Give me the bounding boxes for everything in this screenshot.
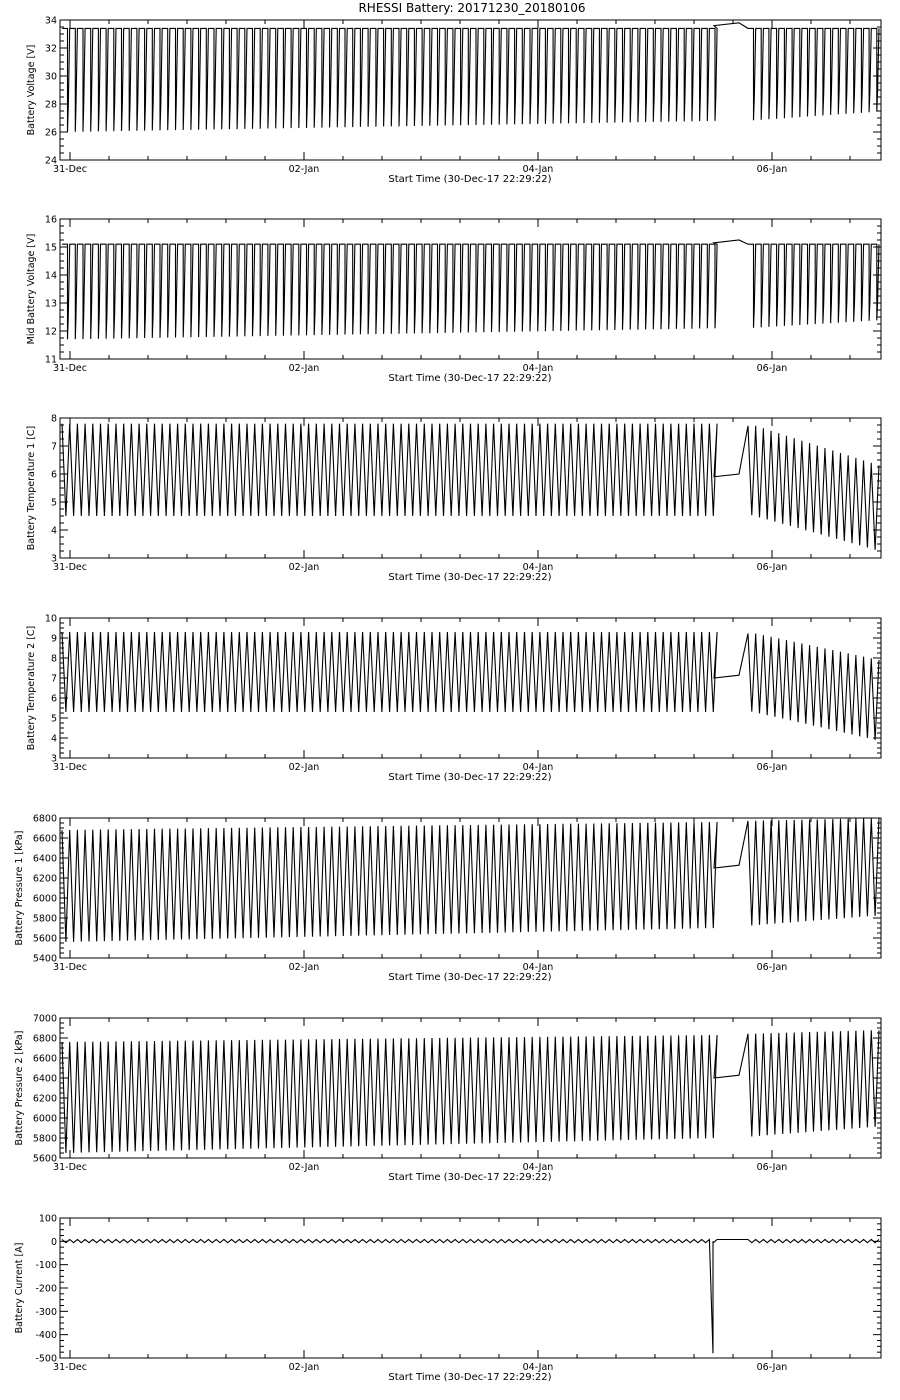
y-tick-label: 5 xyxy=(50,497,57,509)
y-axis-title: Battery Temperature 2 [C] xyxy=(26,625,37,751)
x-axis-title: Start Time (30-Dec-17 22:29:22) xyxy=(388,1172,552,1183)
y-tick-label: 14 xyxy=(44,270,57,282)
series-line xyxy=(62,1240,879,1354)
y-tick-label: 6 xyxy=(50,693,57,705)
y-tick-label: 8 xyxy=(50,653,57,665)
x-tick-label: 31-Dec xyxy=(53,164,87,175)
y-tick-label: 13 xyxy=(44,298,57,310)
y-tick-label: 100 xyxy=(38,1213,57,1225)
x-tick-label: 31-Dec xyxy=(53,1162,87,1173)
y-tick-label: 7 xyxy=(50,673,57,685)
x-tick-label: 02-Jan xyxy=(288,762,320,773)
y-tick-label: 24 xyxy=(44,155,57,167)
y-tick-label: 6400 xyxy=(32,853,57,865)
x-tick-label: 31-Dec xyxy=(53,1362,87,1373)
x-axis-title: Start Time (30-Dec-17 22:29:22) xyxy=(388,972,552,983)
y-tick-label: 6800 xyxy=(32,1033,57,1045)
y-tick-label: 5800 xyxy=(32,913,57,925)
y-axis-title: Battery Temperature 1 [C] xyxy=(26,425,37,551)
y-tick-label: 4 xyxy=(50,733,57,745)
panel-4 xyxy=(26,614,881,784)
x-axis-title: Start Time (30-Dec-17 22:29:22) xyxy=(388,373,552,384)
x-tick-label: 06-Jan xyxy=(756,562,788,573)
x-tick-label: 02-Jan xyxy=(288,962,320,973)
y-tick-label: 5600 xyxy=(32,933,57,945)
y-tick-label: 6000 xyxy=(32,893,57,905)
y-tick-label: 30 xyxy=(44,71,57,83)
y-tick-label: -400 xyxy=(35,1330,57,1342)
x-tick-label: 04-Jan xyxy=(522,962,554,973)
x-axis-title: Start Time (30-Dec-17 22:29:22) xyxy=(388,174,552,185)
y-tick-label: 6200 xyxy=(32,1093,57,1105)
y-tick-label: 5400 xyxy=(32,953,57,965)
y-tick-label: 6800 xyxy=(32,813,57,825)
y-axis-title: Mid Battery Voltage [V] xyxy=(26,233,37,345)
y-tick-label: 7000 xyxy=(32,1013,57,1025)
y-tick-label: 5 xyxy=(50,713,57,725)
y-axis-title: Battery Pressure 1 [kPa] xyxy=(14,830,25,946)
x-tick-label: 31-Dec xyxy=(53,762,87,773)
series-line xyxy=(62,424,879,550)
y-tick-label: 0 xyxy=(50,1236,57,1248)
y-tick-label: 8 xyxy=(50,413,57,425)
x-tick-label: 04-Jan xyxy=(522,762,554,773)
x-tick-label: 02-Jan xyxy=(288,363,320,374)
y-tick-label: 16 xyxy=(44,214,57,226)
x-axis-title: Start Time (30-Dec-17 22:29:22) xyxy=(388,1372,552,1383)
x-tick-label: 02-Jan xyxy=(288,1162,320,1173)
y-axis-title: Battery Current [A] xyxy=(14,1242,25,1334)
x-tick-label: 06-Jan xyxy=(756,164,788,175)
y-tick-label: 6600 xyxy=(32,833,57,845)
x-tick-label: 02-Jan xyxy=(288,1362,320,1373)
series-line xyxy=(62,818,879,942)
x-tick-label: 31-Dec xyxy=(53,962,87,973)
x-tick-label: 02-Jan xyxy=(288,164,320,175)
series-line xyxy=(62,240,879,339)
x-tick-label: 04-Jan xyxy=(522,363,554,374)
figure-title: RHESSI Battery: 20171230_20180106 xyxy=(358,1,586,15)
y-tick-label: 15 xyxy=(44,242,57,254)
x-tick-label: 06-Jan xyxy=(756,962,788,973)
y-tick-label: 3 xyxy=(50,553,57,565)
x-axis-title: Start Time (30-Dec-17 22:29:22) xyxy=(388,772,552,783)
y-tick-label: 6000 xyxy=(32,1113,57,1125)
y-axis-title: Battery Voltage [V] xyxy=(26,44,37,136)
y-tick-label: 28 xyxy=(44,99,57,111)
x-tick-label: 04-Jan xyxy=(522,164,554,175)
x-tick-label: 06-Jan xyxy=(756,1162,788,1173)
y-tick-label: 5800 xyxy=(32,1133,57,1145)
y-tick-label: 26 xyxy=(44,127,57,139)
x-tick-label: 04-Jan xyxy=(522,562,554,573)
y-tick-label: -500 xyxy=(35,1353,57,1365)
y-tick-label: -100 xyxy=(35,1260,57,1272)
panel-3 xyxy=(26,414,881,584)
y-tick-label: 6200 xyxy=(32,873,57,885)
y-tick-label: 9 xyxy=(50,633,57,645)
y-tick-label: 3 xyxy=(50,753,57,765)
y-tick-label: -300 xyxy=(35,1306,57,1318)
series-line xyxy=(62,1030,879,1153)
y-tick-label: 6400 xyxy=(32,1073,57,1085)
y-tick-label: 6600 xyxy=(32,1053,57,1065)
y-tick-label: 7 xyxy=(50,441,57,453)
series-line xyxy=(62,632,879,740)
x-tick-label: 31-Dec xyxy=(53,363,87,374)
panel-6 xyxy=(14,1014,881,1184)
x-tick-label: 31-Dec xyxy=(53,562,87,573)
y-tick-label: 6 xyxy=(50,469,57,481)
x-tick-label: 06-Jan xyxy=(756,762,788,773)
panel-2 xyxy=(26,215,881,385)
y-tick-label: 4 xyxy=(50,525,57,537)
y-tick-label: 32 xyxy=(44,43,57,55)
y-tick-label: 34 xyxy=(44,15,57,27)
y-tick-label: 11 xyxy=(44,354,57,366)
panel-1 xyxy=(26,16,881,186)
x-tick-label: 04-Jan xyxy=(522,1162,554,1173)
x-axis-title: Start Time (30-Dec-17 22:29:22) xyxy=(388,572,552,583)
x-tick-label: 02-Jan xyxy=(288,562,320,573)
panel-7 xyxy=(14,1214,881,1384)
y-tick-label: -200 xyxy=(35,1283,57,1295)
panel-5 xyxy=(14,814,881,984)
x-tick-label: 06-Jan xyxy=(756,1362,788,1373)
y-axis-title: Battery Pressure 2 [kPa] xyxy=(14,1030,25,1146)
y-tick-label: 5600 xyxy=(32,1153,57,1165)
x-tick-label: 04-Jan xyxy=(522,1362,554,1373)
y-tick-label: 10 xyxy=(44,613,57,625)
series-line xyxy=(62,23,879,132)
y-tick-label: 12 xyxy=(44,326,57,338)
x-tick-label: 06-Jan xyxy=(756,363,788,374)
